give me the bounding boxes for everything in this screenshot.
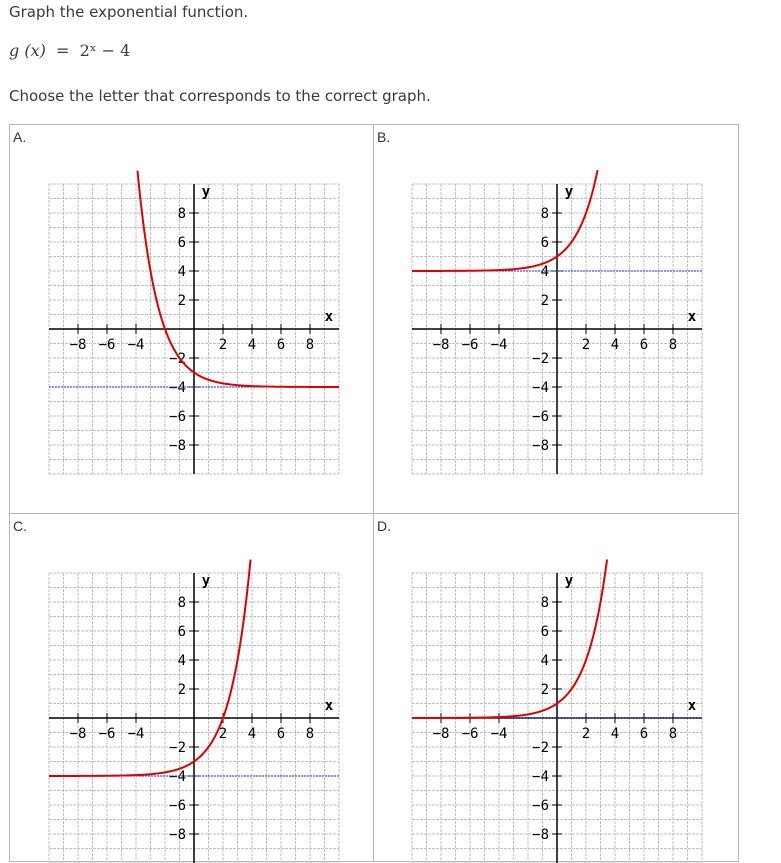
graph-option-c[interactable] <box>49 573 339 863</box>
x-tick-label: −4 <box>127 337 145 353</box>
option-a-label: A. <box>13 129 27 145</box>
y-tick-label: 8 <box>540 206 549 222</box>
y-tick-label: −8 <box>532 438 549 454</box>
x-tick-label: −4 <box>127 726 145 742</box>
y-tick-label: 8 <box>177 206 186 222</box>
x-tick-label: −4 <box>490 726 508 742</box>
x-tick-label: −6 <box>461 337 479 353</box>
x-tick-label: −8 <box>432 337 450 353</box>
x-tick-label: 8 <box>668 337 678 353</box>
y-tick-label: −8 <box>532 827 549 843</box>
option-c-label: C. <box>13 518 27 534</box>
x-tick-label: 8 <box>305 726 315 742</box>
x-tick-label: −8 <box>432 726 450 742</box>
x-tick-label: −6 <box>98 726 116 742</box>
graph-option-a[interactable] <box>49 184 339 474</box>
y-tick-label: 8 <box>540 595 549 611</box>
y-tick-label: −2 <box>532 740 549 756</box>
graph-option-d[interactable] <box>412 573 702 863</box>
y-axis-label: y <box>201 184 211 200</box>
y-tick-label: −4 <box>169 380 186 396</box>
x-tick-label: 2 <box>218 337 228 353</box>
option-b-label: B. <box>377 129 391 145</box>
x-tick-label: −4 <box>490 337 508 353</box>
function-lhs: g (x) <box>9 41 46 60</box>
y-tick-label: 4 <box>540 264 549 280</box>
y-tick-label: 4 <box>177 653 186 669</box>
x-tick-label: −6 <box>98 337 116 353</box>
y-tick-label: −6 <box>532 409 549 425</box>
y-tick-label: 6 <box>177 235 186 251</box>
y-tick-label: −8 <box>169 438 186 454</box>
y-tick-label: −6 <box>532 798 549 814</box>
function-equation <box>9 41 130 60</box>
y-tick-label: −6 <box>169 798 186 814</box>
y-tick-label: −8 <box>169 827 186 843</box>
y-tick-label: −2 <box>169 351 186 367</box>
y-tick-label: −6 <box>169 409 186 425</box>
x-tick-label: −8 <box>69 726 87 742</box>
x-tick-label: −8 <box>69 337 87 353</box>
x-tick-label: 4 <box>610 726 620 742</box>
y-tick-label: −4 <box>532 380 549 396</box>
x-tick-label: 6 <box>639 337 649 353</box>
x-tick-label: 4 <box>247 337 257 353</box>
question-prompt: Choose the letter that corresponds to the correct graph. <box>9 87 431 105</box>
y-tick-label: 2 <box>177 293 186 309</box>
function-rhs: 2ˣ − 4 <box>79 41 131 60</box>
x-tick-label: 4 <box>247 726 257 742</box>
y-axis-label: y <box>564 573 574 589</box>
y-tick-label: 4 <box>177 264 186 280</box>
y-tick-label: 2 <box>540 293 549 309</box>
x-axis-label: x <box>324 698 334 714</box>
y-tick-label: 6 <box>177 624 186 640</box>
x-tick-label: 2 <box>581 337 591 353</box>
y-tick-label: 6 <box>540 624 549 640</box>
x-axis-label: x <box>687 309 697 325</box>
x-axis-label: x <box>324 309 334 325</box>
y-tick-label: 4 <box>540 653 549 669</box>
y-tick-label: −2 <box>169 740 186 756</box>
y-tick-label: 6 <box>540 235 549 251</box>
function-equals: = <box>56 41 70 60</box>
x-tick-label: 2 <box>581 726 591 742</box>
y-tick-label: −4 <box>532 769 549 785</box>
y-tick-label: 8 <box>177 595 186 611</box>
x-tick-label: 8 <box>305 337 315 353</box>
x-tick-label: 6 <box>639 726 649 742</box>
graph-option-b[interactable] <box>412 184 702 474</box>
function-curve <box>49 560 251 776</box>
y-axis-label: y <box>201 573 211 589</box>
y-tick-label: 2 <box>177 682 186 698</box>
x-tick-label: 2 <box>218 726 228 742</box>
x-tick-label: −6 <box>461 726 479 742</box>
x-axis-label: x <box>687 698 697 714</box>
x-tick-label: 6 <box>276 337 286 353</box>
option-d-label: D. <box>377 518 391 534</box>
x-tick-label: 4 <box>610 337 620 353</box>
question-instruction: Graph the exponential function. <box>9 3 249 21</box>
y-axis-label: y <box>564 184 574 200</box>
x-tick-label: 8 <box>668 726 678 742</box>
y-tick-label: −4 <box>169 769 186 785</box>
function-curve <box>137 171 339 387</box>
y-tick-label: 2 <box>540 682 549 698</box>
y-tick-label: −2 <box>532 351 549 367</box>
x-tick-label: 6 <box>276 726 286 742</box>
